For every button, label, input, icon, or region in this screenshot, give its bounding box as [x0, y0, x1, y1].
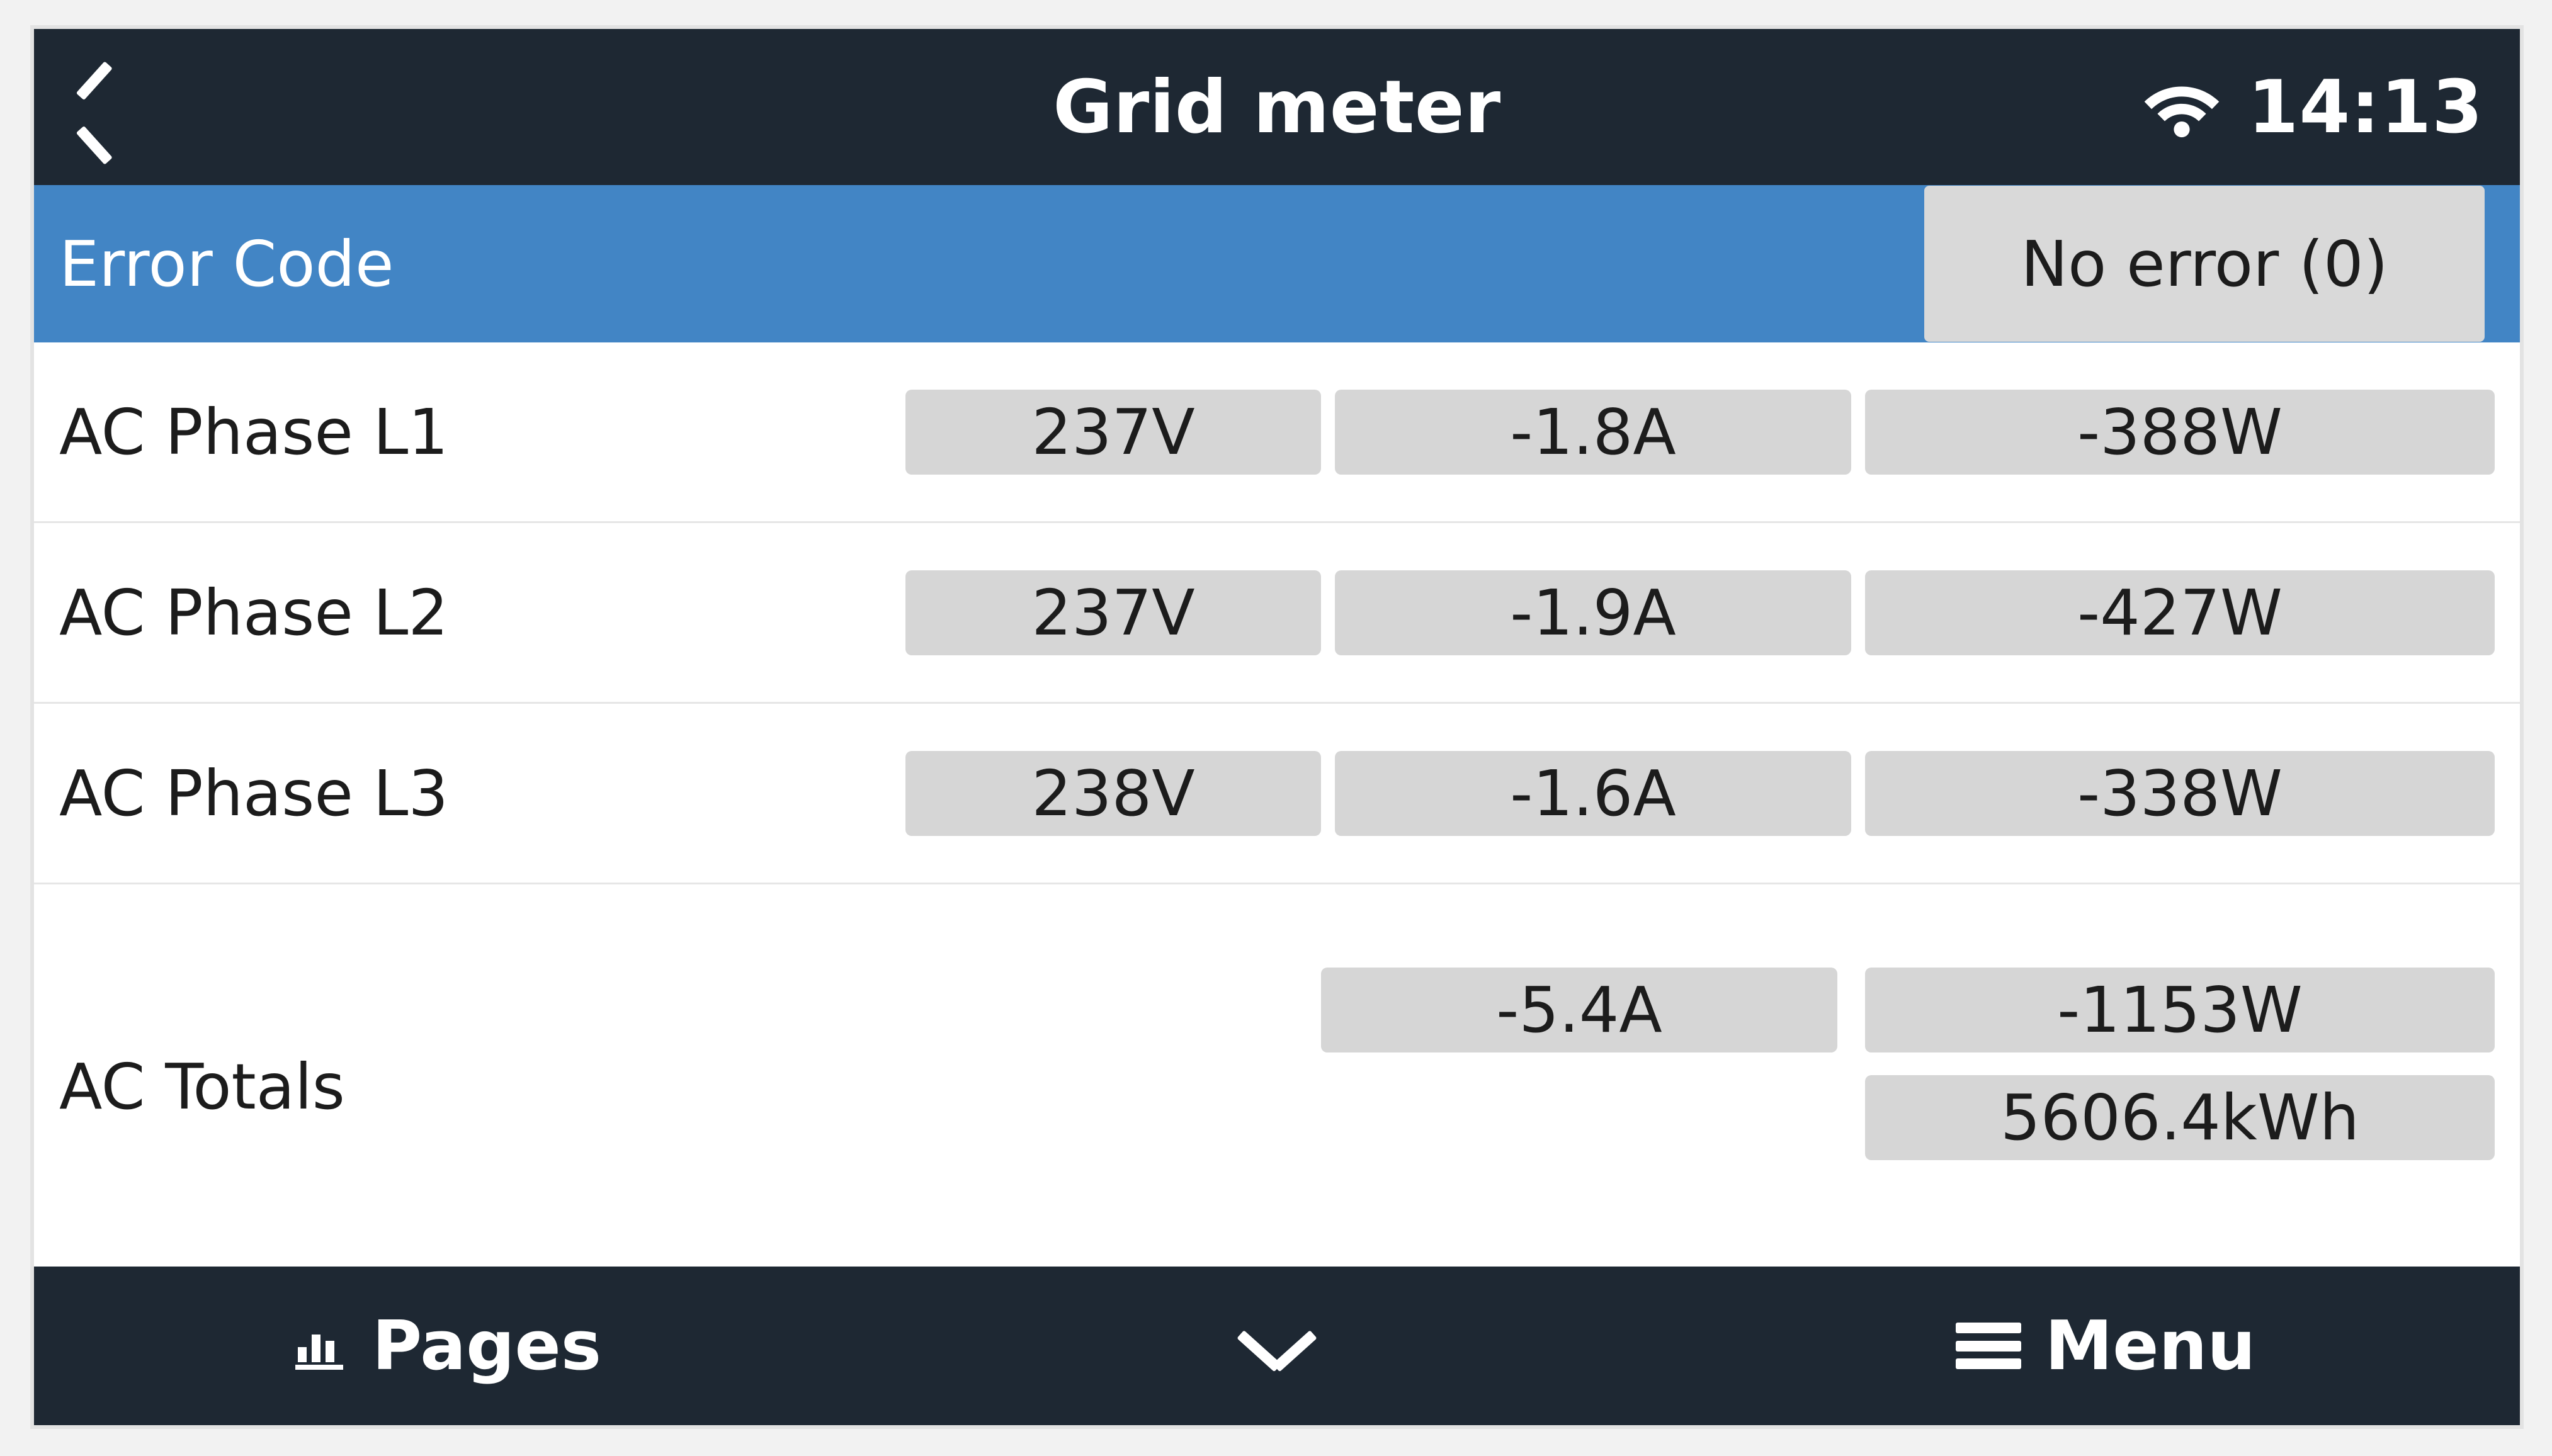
hamburger-icon — [1956, 1323, 2021, 1369]
ac-totals-current: -5.4A — [1321, 968, 1837, 1052]
ac-phase-l1-label: AC Phase L1 — [59, 395, 448, 469]
error-code-value: No error (0) — [1924, 186, 2485, 342]
ac-phase-l1-current: -1.8A — [1335, 390, 1851, 475]
ac-phase-l2-voltage: 237V — [905, 570, 1321, 655]
app-footer — [34, 1267, 2520, 1425]
ac-phase-l3-voltage: 238V — [905, 751, 1321, 836]
pages-button[interactable] — [34, 1267, 863, 1425]
wifi-icon — [2141, 76, 2223, 138]
ac-phase-l3-label: AC Phase L3 — [59, 756, 448, 830]
ac-totals-line-2 — [1321, 1075, 2495, 1160]
clock: 14:13 — [2247, 64, 2483, 150]
menu-label: Menu — [2044, 1306, 2256, 1385]
row-error-code[interactable] — [34, 185, 2520, 342]
ac-totals-label: AC Totals — [59, 1050, 345, 1124]
chevron-down-icon — [1239, 1324, 1315, 1368]
app-header — [34, 29, 2520, 185]
scroll-down-button[interactable] — [863, 1267, 1691, 1425]
ac-totals-energy: 5606.4kWh — [1865, 1075, 2495, 1160]
ac-phase-l2-power: -427W — [1865, 570, 2495, 655]
ac-totals-power: -1153W — [1865, 968, 2495, 1052]
ac-phase-l2-current: -1.9A — [1335, 570, 1851, 655]
ac-phase-l3-current: -1.6A — [1335, 751, 1851, 836]
row-ac-phase-l3[interactable] — [34, 704, 2520, 884]
row-ac-phase-l1[interactable] — [34, 342, 2520, 523]
menu-button[interactable] — [1691, 1267, 2520, 1425]
ac-totals-line-1 — [1321, 968, 2495, 1052]
ac-phase-l2-label: AC Phase L2 — [59, 575, 448, 650]
error-code-label: Error Code — [59, 227, 394, 301]
ac-phase-l1-power: -388W — [1865, 390, 2495, 475]
device-screen — [30, 25, 2524, 1429]
ac-phase-l1-voltage: 237V — [905, 390, 1321, 475]
header-status-area — [2141, 65, 2520, 150]
main-content — [34, 185, 2520, 1267]
row-ac-phase-l2[interactable] — [34, 523, 2520, 704]
ac-totals-values — [1321, 968, 2495, 1160]
pages-label: Pages — [372, 1306, 601, 1385]
row-ac-totals[interactable] — [34, 884, 2520, 1243]
ac-phase-l3-power: -338W — [1865, 751, 2495, 836]
bar-chart-icon — [295, 1322, 348, 1370]
page-title: Grid meter — [1053, 64, 1501, 150]
